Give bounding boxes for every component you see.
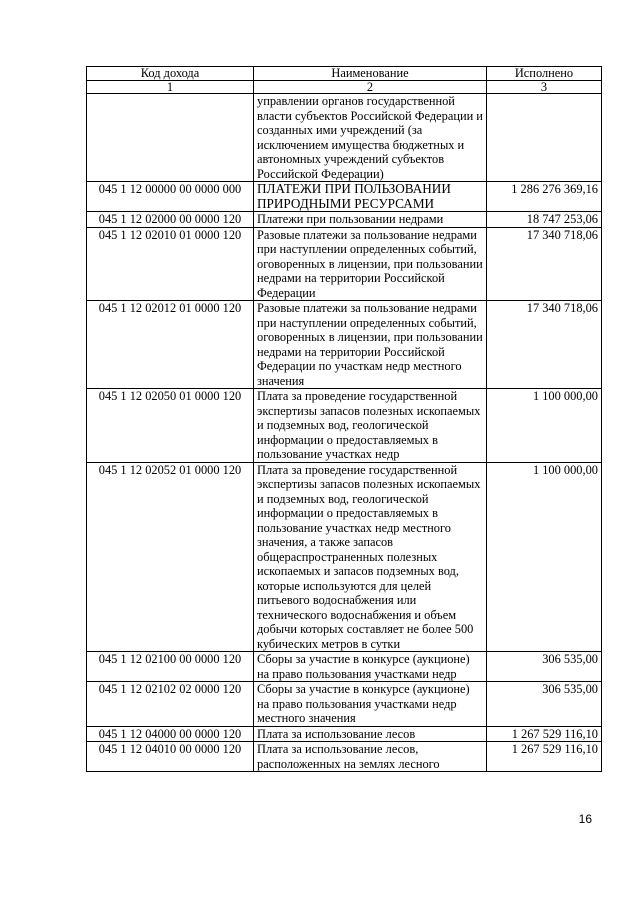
table-row <box>87 94 602 182</box>
table-row <box>87 726 602 742</box>
income-name: управлении органов государственной власти субъектов Российской Федерации и созданных ими учреждений (за исключением имущества бюджетных и автономных учреждений субъектов Российской Федерации) <box>254 94 487 182</box>
income-code: 045 1 12 02100 00 0000 120 <box>87 652 254 682</box>
income-name: Разовые платежи за пользование недрами при наступлении определенных событий, оговоренных в лицензии, при пользовании недрами на территории Российской Федерации <box>254 227 487 301</box>
income-code: 045 1 12 02052 01 0000 120 <box>87 462 254 652</box>
header-code: Код дохода <box>87 67 254 81</box>
income-code: 045 1 12 04010 00 0000 120 <box>87 742 254 772</box>
income-code: 045 1 12 02010 01 0000 120 <box>87 227 254 301</box>
table-row <box>87 462 602 652</box>
income-amount: 17 340 718,06 <box>487 301 602 389</box>
table-row <box>87 389 602 463</box>
table-row <box>87 212 602 228</box>
income-amount: 18 747 253,06 <box>487 212 602 228</box>
income-amount: 1 100 000,00 <box>487 462 602 652</box>
income-code: 045 1 12 00000 00 0000 000 <box>87 182 254 212</box>
income-amount <box>487 94 602 182</box>
income-amount: 1 267 529 116,10 <box>487 726 602 742</box>
column-number-2: 2 <box>254 80 487 94</box>
income-name: Плата за использование лесов, расположенных на землях лесного <box>254 742 487 772</box>
header-name: Наименование <box>254 67 487 81</box>
table-row <box>87 682 602 727</box>
income-name: Плата за проведение государственной экспертизы запасов полезных ископаемых и подземных вод, геологической информации о предоставляемых в пользование участках недр местного значения, а также запасов общераспространенных полезных ископаемых и запасов подземных вод, которые используются для целей питьевого водоснабжения или технического водоснабжения и объем добычи которых составляет не более 500 кубических метров в сутки <box>254 462 487 652</box>
header-row <box>87 67 602 81</box>
column-number-row <box>87 80 602 94</box>
table-row <box>87 182 602 212</box>
revenue-table <box>86 66 602 772</box>
income-code: 045 1 12 02102 02 0000 120 <box>87 682 254 727</box>
header-amount: Исполнено <box>487 67 602 81</box>
income-code: 045 1 12 04000 00 0000 120 <box>87 726 254 742</box>
income-code: 045 1 12 02000 00 0000 120 <box>87 212 254 228</box>
income-amount: 306 535,00 <box>487 682 602 727</box>
income-code <box>87 94 254 182</box>
column-number-3: 3 <box>487 80 602 94</box>
income-name: Платежи при пользовании недрами <box>254 212 487 228</box>
income-amount: 306 535,00 <box>487 652 602 682</box>
income-name: Сборы за участие в конкурсе (аукционе) на право пользования участками недр местного значения <box>254 682 487 727</box>
table-row <box>87 227 602 301</box>
page-number: 16 <box>578 812 592 826</box>
income-amount: 1 267 529 116,10 <box>487 742 602 772</box>
income-amount: 1 100 000,00 <box>487 389 602 463</box>
income-amount: 1 286 276 369,16 <box>487 182 602 212</box>
table-row <box>87 742 602 772</box>
income-code: 045 1 12 02012 01 0000 120 <box>87 301 254 389</box>
table-row <box>87 301 602 389</box>
income-name: Плата за проведение государственной экспертизы запасов полезных ископаемых и подземных вод, геологической информации о предоставляемых в пользование участках недр <box>254 389 487 463</box>
income-name: Плата за использование лесов <box>254 726 487 742</box>
table-row <box>87 652 602 682</box>
column-number-1: 1 <box>87 80 254 94</box>
income-name: Сборы за участие в конкурсе (аукционе) на право пользования участками недр <box>254 652 487 682</box>
income-code: 045 1 12 02050 01 0000 120 <box>87 389 254 463</box>
income-amount: 17 340 718,06 <box>487 227 602 301</box>
income-name: ПЛАТЕЖИ ПРИ ПОЛЬЗОВАНИИ ПРИРОДНЫМИ РЕСУРСАМИ <box>254 182 487 212</box>
income-name: Разовые платежи за пользование недрами при наступлении определенных событий, оговоренных в лицензии, при пользовании недрами на территории Российской Федерации по участкам недр местного значения <box>254 301 487 389</box>
